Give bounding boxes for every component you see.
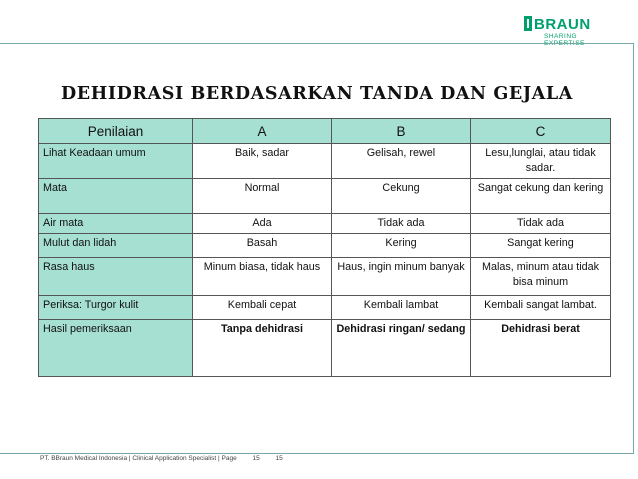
slide-title: DEHIDRASI BERDASARKAN TANDA DAN GEJALA [61,84,573,104]
cell-b: Gelisah, rewel [332,144,471,179]
cell-a: Normal [193,179,332,214]
row-label: Mata [39,179,193,214]
cell-b: Kering [332,234,471,258]
dehydration-table [38,118,611,377]
cell-c: Sangat kering [471,234,611,258]
table-header-row [39,119,611,144]
table-row [39,214,611,234]
cell-c: Lesu,lunglai, atau tidak sadar. [471,144,611,179]
cell-a: Ada [193,214,332,234]
table-row [39,234,611,258]
row-label: Air mata [39,214,193,234]
cell-b: Dehidrasi ringan/ sedang [332,320,471,377]
table-row [39,258,611,296]
header-c: C [471,119,611,144]
cell-b: Kembali lambat [332,296,471,320]
cell-c: Dehidrasi berat [471,320,611,377]
table-row [39,296,611,320]
cell-c: Kembali sangat lambat. [471,296,611,320]
cell-b: Haus, ingin minum banyak [332,258,471,296]
row-label: Rasa haus [39,258,193,296]
row-label: Mulut dan lidah [39,234,193,258]
cell-b: Cekung [332,179,471,214]
logo-tagline: SHARING EXPERTISE [544,33,585,47]
footer [40,455,283,462]
cell-b: Tidak ada [332,214,471,234]
footer-text: PT. BBraun Medical Indonesia | Clinical Application Specialist | Page [40,455,237,462]
logo-brand-text: BRAUN [534,16,591,33]
table-row [39,144,611,179]
header-penilaian: Penilaian [39,119,193,144]
logo-mark-icon [524,16,532,31]
cell-a: Baik, sadar [193,144,332,179]
cell-a: Tanpa dehidrasi [193,320,332,377]
cell-c: Tidak ada [471,214,611,234]
page-number-total: 15 [275,455,283,462]
page-number: 15 [252,455,260,462]
cell-a: Kembali cepat [193,296,332,320]
cell-a: Minum biasa, tidak haus [193,258,332,296]
header-a: A [193,119,332,144]
cell-a: Basah [193,234,332,258]
row-label: Periksa: Turgor kulit [39,296,193,320]
cell-c: Sangat cekung dan kering [471,179,611,214]
table-row [39,320,611,377]
table-row [39,179,611,214]
header-b: B [332,119,471,144]
row-label: Hasil pemeriksaan [39,320,193,377]
row-label: Lihat Keadaan umum [39,144,193,179]
cell-c: Malas, minum atau tidak bisa minum [471,258,611,296]
